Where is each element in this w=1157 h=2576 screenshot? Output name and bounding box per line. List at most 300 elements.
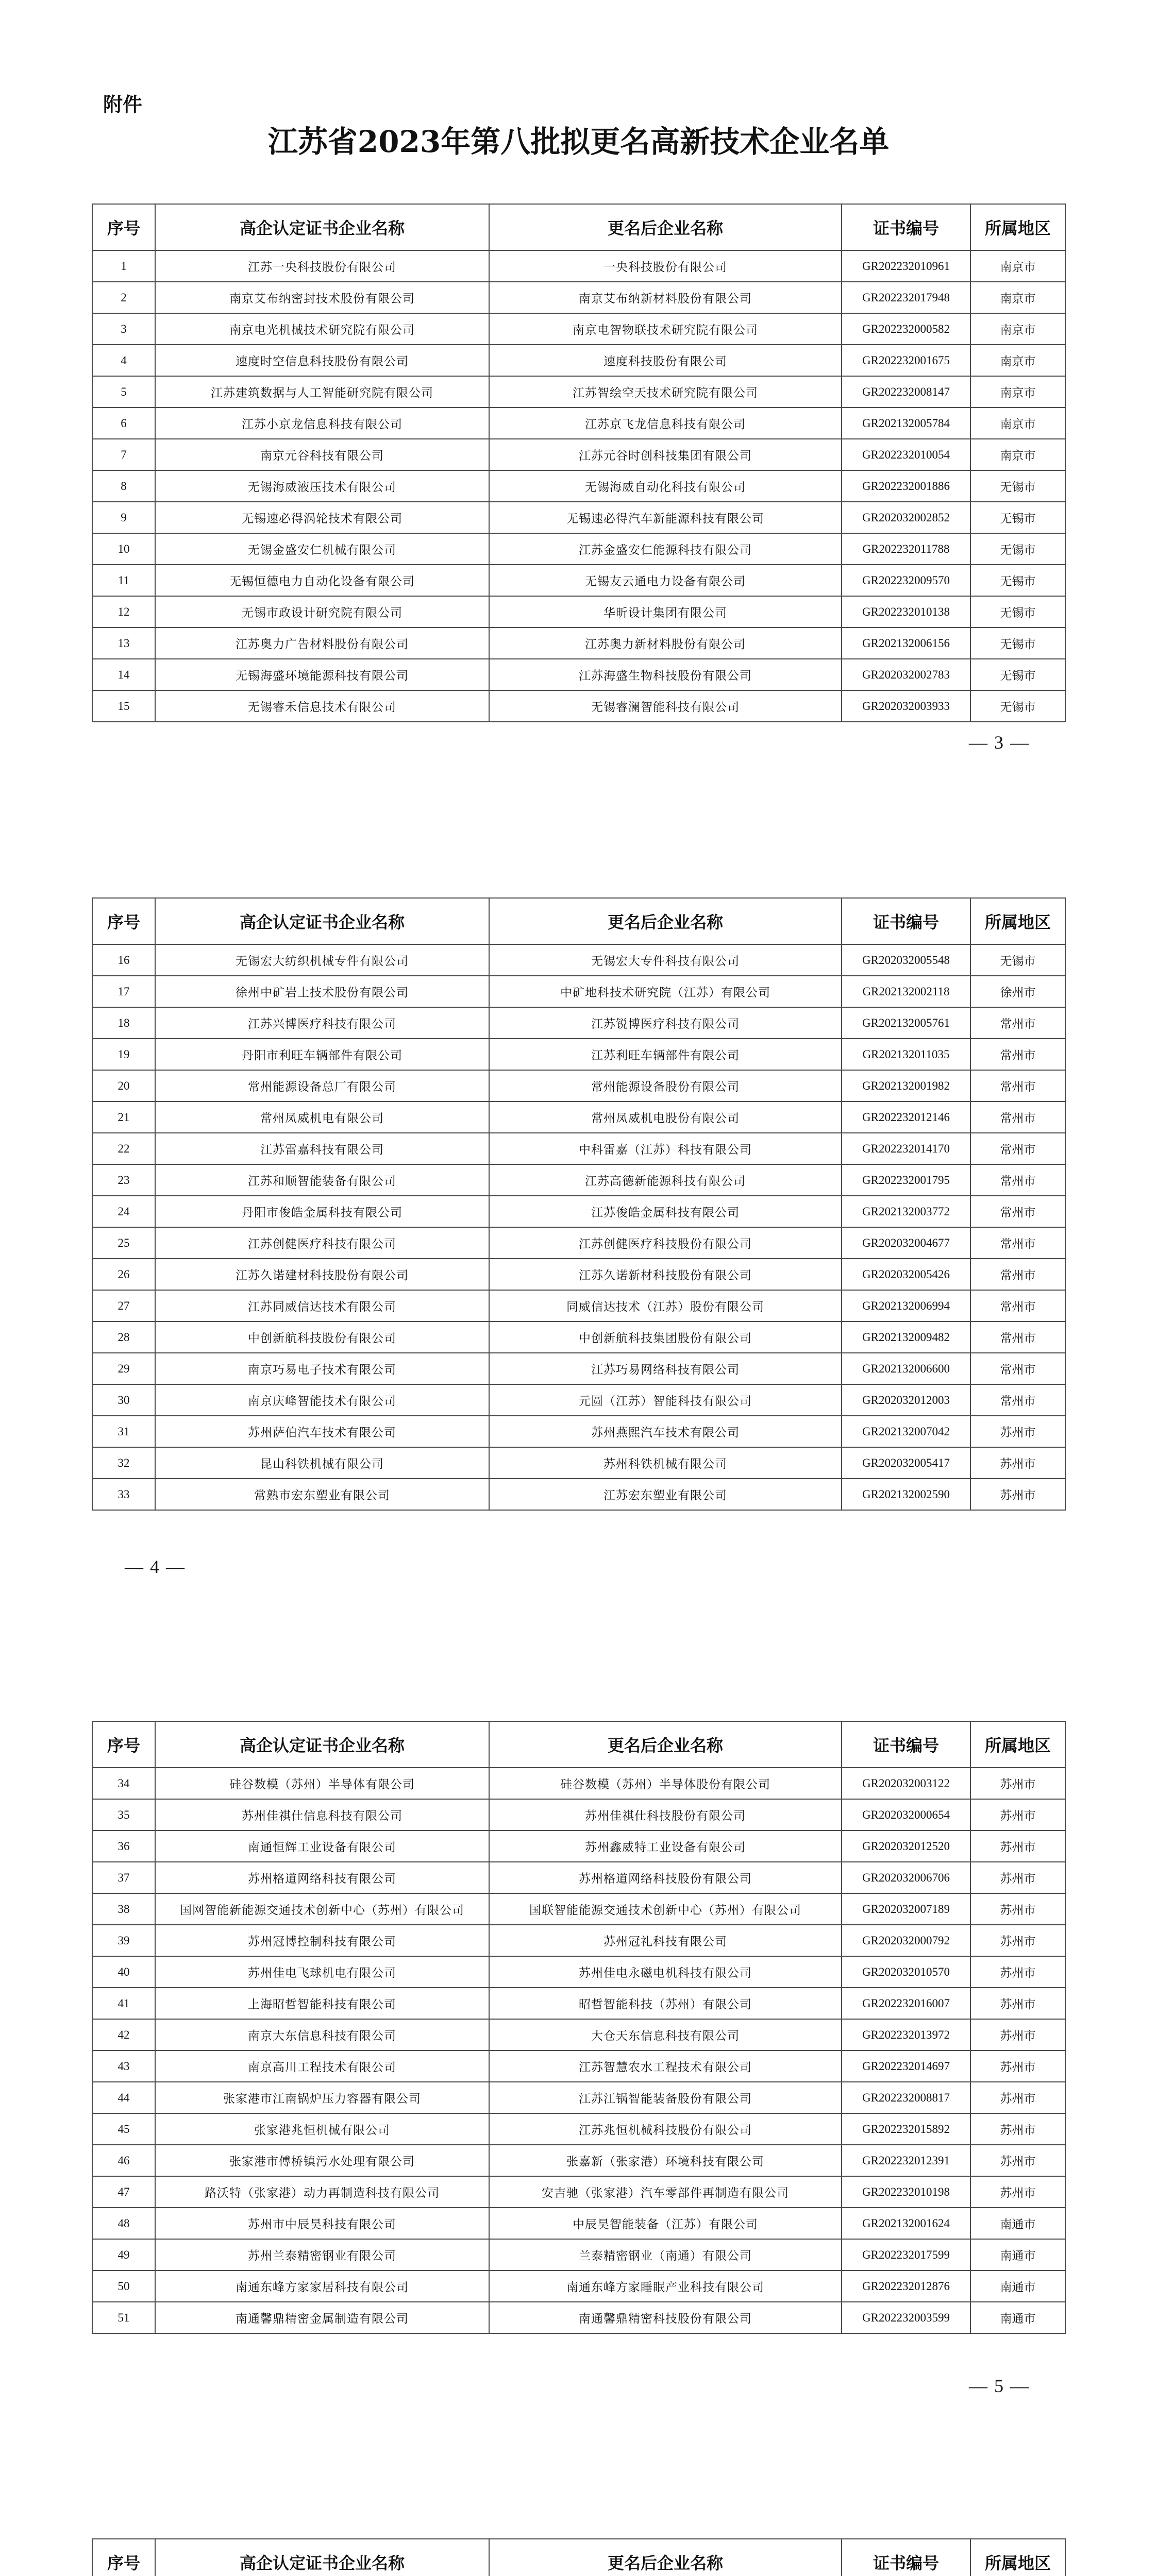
header-row [92, 204, 1065, 250]
row-number: 12 [92, 596, 155, 628]
page-number: — 3 — [969, 732, 1030, 753]
region: 南京市 [970, 250, 1065, 282]
certificate-number: GR202032005417 [842, 1447, 970, 1479]
old-company-name: 国网智能新能源交通技术创新中心（苏州）有限公司 [155, 1893, 489, 1925]
table-row [92, 565, 1065, 596]
old-company-name: 江苏雷嘉科技有限公司 [155, 1133, 489, 1164]
region: 常州市 [970, 1321, 1065, 1353]
certificate-number: GR202232012876 [842, 2270, 970, 2302]
region: 苏州市 [970, 1416, 1065, 1447]
table-row [92, 1988, 1065, 2019]
row-number: 8 [92, 470, 155, 502]
new-company-name: 苏州冠礼科技有限公司 [489, 1925, 842, 1956]
certificate-number: GR202032005548 [842, 944, 970, 976]
region: 苏州市 [970, 1956, 1065, 1988]
table-row [92, 1862, 1065, 1893]
page-number: — 5 — [969, 2376, 1030, 2396]
region: 南京市 [970, 439, 1065, 470]
table-row [92, 1353, 1065, 1384]
row-number: 25 [92, 1227, 155, 1259]
row-number: 30 [92, 1384, 155, 1416]
row-number: 16 [92, 944, 155, 976]
region: 苏州市 [970, 2019, 1065, 2050]
old-company-name: 苏州冠博控制科技有限公司 [155, 1925, 489, 1956]
old-company-name: 南京巧易电子技术有限公司 [155, 1353, 489, 1384]
certificate-number: GR202232010138 [842, 596, 970, 628]
table-row [92, 2050, 1065, 2082]
certificate-number: GR202232010198 [842, 2176, 970, 2208]
certificate-number: GR202032003122 [842, 1768, 970, 1799]
company-table-4 [92, 2538, 1066, 2576]
region: 常州市 [970, 1290, 1065, 1321]
header-no: 序号 [92, 204, 155, 250]
row-number: 49 [92, 2239, 155, 2270]
new-company-name: 江苏元谷时创科技集团有限公司 [489, 439, 842, 470]
table-row [92, 2239, 1065, 2270]
table-row [92, 408, 1065, 439]
new-company-name: 无锡友云通电力设备有限公司 [489, 565, 842, 596]
row-number: 51 [92, 2302, 155, 2333]
old-company-name: 南京大东信息科技有限公司 [155, 2019, 489, 2050]
table-row [92, 1259, 1065, 1290]
old-company-name: 丹阳市利旺车辆部件有限公司 [155, 1039, 489, 1070]
certificate-number: GR202032006706 [842, 1862, 970, 1893]
table-row [92, 628, 1065, 659]
table-row [92, 1101, 1065, 1133]
table-row [92, 2145, 1065, 2176]
region: 无锡市 [970, 659, 1065, 690]
certificate-number: GR202032004677 [842, 1227, 970, 1259]
new-company-name: 常州能源设备股份有限公司 [489, 1070, 842, 1101]
table-row [92, 976, 1065, 1007]
region: 南京市 [970, 313, 1065, 345]
certificate-number: GR202232001795 [842, 1164, 970, 1196]
certificate-number: GR202032000654 [842, 1799, 970, 1831]
certificate-number: GR202132011035 [842, 1039, 970, 1070]
region: 南通市 [970, 2239, 1065, 2270]
header-row [92, 898, 1065, 944]
new-company-name: 苏州燕熙汽车技术有限公司 [489, 1416, 842, 1447]
region: 常州市 [970, 1007, 1065, 1039]
row-number: 21 [92, 1101, 155, 1133]
old-company-name: 无锡海盛环境能源科技有限公司 [155, 659, 489, 690]
old-company-name: 硅谷数模（苏州）半导体有限公司 [155, 1768, 489, 1799]
row-number: 45 [92, 2113, 155, 2145]
old-company-name: 昆山科铁机械有限公司 [155, 1447, 489, 1479]
row-number: 29 [92, 1353, 155, 1384]
old-company-name: 南京庆峰智能技术有限公司 [155, 1384, 489, 1416]
certificate-number: GR202132001624 [842, 2208, 970, 2239]
new-company-name: 江苏俊皓金属科技有限公司 [489, 1196, 842, 1227]
old-company-name: 无锡宏大纺织机械专件有限公司 [155, 944, 489, 976]
new-company-name: 苏州鑫威特工业设备有限公司 [489, 1831, 842, 1862]
header-cert-number: 证书编号 [842, 1721, 970, 1768]
table-row [92, 1070, 1065, 1101]
new-company-name: 无锡海威自动化科技有限公司 [489, 470, 842, 502]
row-number: 5 [92, 376, 155, 408]
row-number: 11 [92, 565, 155, 596]
old-company-name: 无锡速必得涡轮技术有限公司 [155, 502, 489, 533]
table-row [92, 596, 1065, 628]
row-number: 33 [92, 1479, 155, 1510]
certificate-number: GR202232003599 [842, 2302, 970, 2333]
row-number: 10 [92, 533, 155, 565]
row-number: 23 [92, 1164, 155, 1196]
header-old-name: 高企认定证书企业名称 [155, 2539, 489, 2576]
row-number: 39 [92, 1925, 155, 1956]
certificate-number: GR202132007042 [842, 1416, 970, 1447]
table-row [92, 1133, 1065, 1164]
certificate-number: GR202032012520 [842, 1831, 970, 1862]
old-company-name: 丹阳市俊皓金属科技有限公司 [155, 1196, 489, 1227]
table-row [92, 1479, 1065, 1510]
region: 苏州市 [970, 1925, 1065, 1956]
certificate-number: GR202132009482 [842, 1321, 970, 1353]
certificate-number: GR202232012146 [842, 1101, 970, 1133]
table-row [92, 1384, 1065, 1416]
header-no: 序号 [92, 1721, 155, 1768]
certificate-number: GR202032010570 [842, 1956, 970, 1988]
certificate-number: GR202232011788 [842, 533, 970, 565]
table-row [92, 2302, 1065, 2333]
old-company-name: 常熟市宏东塑业有限公司 [155, 1479, 489, 1510]
certificate-number: GR202232009570 [842, 565, 970, 596]
new-company-name: 中矿地科技术研究院（江苏）有限公司 [489, 976, 842, 1007]
row-number: 48 [92, 2208, 155, 2239]
region: 苏州市 [970, 2113, 1065, 2145]
certificate-number: GR202232010961 [842, 250, 970, 282]
new-company-name: 江苏锐博医疗科技有限公司 [489, 1007, 842, 1039]
region: 苏州市 [970, 1479, 1065, 1510]
region: 常州市 [970, 1259, 1065, 1290]
table-row [92, 1164, 1065, 1196]
table-row [92, 2113, 1065, 2145]
certificate-number: GR202032000792 [842, 1925, 970, 1956]
region: 苏州市 [970, 1893, 1065, 1925]
old-company-name: 苏州萨伯汽车技术有限公司 [155, 1416, 489, 1447]
new-company-name: 同威信达技术（江苏）股份有限公司 [489, 1290, 842, 1321]
new-company-name: 江苏久诺新材科技股份有限公司 [489, 1259, 842, 1290]
old-company-name: 张家港市江南锅炉压力容器有限公司 [155, 2082, 489, 2113]
header-new-name: 更名后企业名称 [489, 898, 842, 944]
region: 常州市 [970, 1039, 1065, 1070]
company-table-2 [92, 897, 1066, 1511]
header-row [92, 2539, 1065, 2576]
header-row [92, 1721, 1065, 1768]
region: 无锡市 [970, 596, 1065, 628]
header-old-name: 高企认定证书企业名称 [155, 204, 489, 250]
region: 徐州市 [970, 976, 1065, 1007]
company-table-1 [92, 204, 1066, 722]
header-new-name: 更名后企业名称 [489, 204, 842, 250]
table-row [92, 1321, 1065, 1353]
certificate-number: GR202232001675 [842, 345, 970, 376]
region: 南通市 [970, 2208, 1065, 2239]
row-number: 17 [92, 976, 155, 1007]
header-new-name: 更名后企业名称 [489, 1721, 842, 1768]
old-company-name: 苏州市中辰昊科技有限公司 [155, 2208, 489, 2239]
region: 无锡市 [970, 565, 1065, 596]
table-row [92, 1799, 1065, 1831]
new-company-name: 江苏宏东塑业有限公司 [489, 1479, 842, 1510]
old-company-name: 无锡恒德电力自动化设备有限公司 [155, 565, 489, 596]
row-number: 36 [92, 1831, 155, 1862]
region: 常州市 [970, 1227, 1065, 1259]
region: 苏州市 [970, 1447, 1065, 1479]
certificate-number: GR202232017599 [842, 2239, 970, 2270]
row-number: 35 [92, 1799, 155, 1831]
new-company-name: 江苏高德新能源科技有限公司 [489, 1164, 842, 1196]
certificate-number: GR202232010054 [842, 439, 970, 470]
old-company-name: 江苏奥力广告材料股份有限公司 [155, 628, 489, 659]
table-row [92, 690, 1065, 722]
header-no: 序号 [92, 2539, 155, 2576]
table-row [92, 313, 1065, 345]
new-company-name: 兰泰精密钢业（南通）有限公司 [489, 2239, 842, 2270]
new-company-name: 苏州佳祺仕科技股份有限公司 [489, 1799, 842, 1831]
old-company-name: 南通恒辉工业设备有限公司 [155, 1831, 489, 1862]
table-row [92, 1831, 1065, 1862]
certificate-number: GR202132006600 [842, 1353, 970, 1384]
certificate-number: GR202232008817 [842, 2082, 970, 2113]
page-number: — 4 — [125, 1556, 186, 1577]
row-number: 32 [92, 1447, 155, 1479]
old-company-name: 江苏兴博医疗科技有限公司 [155, 1007, 489, 1039]
region: 南通市 [970, 2270, 1065, 2302]
table-row [92, 2208, 1065, 2239]
row-number: 44 [92, 2082, 155, 2113]
certificate-number: GR202032007189 [842, 1893, 970, 1925]
table-row [92, 2270, 1065, 2302]
region: 南京市 [970, 408, 1065, 439]
row-number: 26 [92, 1259, 155, 1290]
row-number: 15 [92, 690, 155, 722]
certificate-number: GR202232012391 [842, 2145, 970, 2176]
old-company-name: 江苏久诺建材科技股份有限公司 [155, 1259, 489, 1290]
new-company-name: 江苏创健医疗科技股份有限公司 [489, 1227, 842, 1259]
row-number: 20 [92, 1070, 155, 1101]
row-number: 31 [92, 1416, 155, 1447]
new-company-name: 苏州格道网络科技股份有限公司 [489, 1862, 842, 1893]
new-company-name: 江苏江锅智能装备股份有限公司 [489, 2082, 842, 2113]
row-number: 40 [92, 1956, 155, 1988]
old-company-name: 江苏一央科技股份有限公司 [155, 250, 489, 282]
header-old-name: 高企认定证书企业名称 [155, 1721, 489, 1768]
certificate-number: GR202032005426 [842, 1259, 970, 1290]
row-number: 1 [92, 250, 155, 282]
table-row [92, 376, 1065, 408]
attachment-label: 附件 [103, 93, 143, 116]
region: 苏州市 [970, 1768, 1065, 1799]
old-company-name: 无锡睿禾信息技术有限公司 [155, 690, 489, 722]
old-company-name: 南京元谷科技有限公司 [155, 439, 489, 470]
table-row [92, 282, 1065, 313]
region: 苏州市 [970, 1988, 1065, 2019]
new-company-name: 无锡速必得汽车新能源科技有限公司 [489, 502, 842, 533]
certificate-number: GR202132002590 [842, 1479, 970, 1510]
old-company-name: 速度时空信息科技股份有限公司 [155, 345, 489, 376]
certificate-number: GR202232013972 [842, 2019, 970, 2050]
region: 南京市 [970, 345, 1065, 376]
certificate-number: GR202132003772 [842, 1196, 970, 1227]
certificate-number: GR202032002783 [842, 659, 970, 690]
new-company-name: 苏州科铁机械有限公司 [489, 1447, 842, 1479]
row-number: 37 [92, 1862, 155, 1893]
certificate-number: GR202232014697 [842, 2050, 970, 2082]
row-number: 3 [92, 313, 155, 345]
region: 苏州市 [970, 2082, 1065, 2113]
row-number: 22 [92, 1133, 155, 1164]
region: 无锡市 [970, 533, 1065, 565]
table-row [92, 944, 1065, 976]
new-company-name: 无锡宏大专件科技有限公司 [489, 944, 842, 976]
new-company-name: 中创新航科技集团股份有限公司 [489, 1321, 842, 1353]
new-company-name: 苏州佳电永磁电机科技有限公司 [489, 1956, 842, 1988]
new-company-name: 常州凤威机电股份有限公司 [489, 1101, 842, 1133]
header-cert-number: 证书编号 [842, 204, 970, 250]
certificate-number: GR202232008147 [842, 376, 970, 408]
header-area: 所属地区 [970, 898, 1065, 944]
new-company-name: 南通东峰方家睡眠产业科技有限公司 [489, 2270, 842, 2302]
table-row [92, 250, 1065, 282]
document-title: 江苏省2023年第八批拟更名高新技术企业名单 [267, 124, 890, 159]
header-cert-number: 证书编号 [842, 2539, 970, 2576]
row-number: 4 [92, 345, 155, 376]
region: 苏州市 [970, 1799, 1065, 1831]
old-company-name: 中创新航科技股份有限公司 [155, 1321, 489, 1353]
old-company-name: 南通东峰方家家居科技有限公司 [155, 2270, 489, 2302]
old-company-name: 苏州格道网络科技有限公司 [155, 1862, 489, 1893]
region: 常州市 [970, 1070, 1065, 1101]
new-company-name: 中辰昊智能装备（江苏）有限公司 [489, 2208, 842, 2239]
header-new-name: 更名后企业名称 [489, 2539, 842, 2576]
old-company-name: 路沃特（张家港）动力再制造科技有限公司 [155, 2176, 489, 2208]
row-number: 27 [92, 1290, 155, 1321]
old-company-name: 江苏同威信达技术有限公司 [155, 1290, 489, 1321]
table-row [92, 1227, 1065, 1259]
row-number: 2 [92, 282, 155, 313]
new-company-name: 张嘉新（张家港）环境科技有限公司 [489, 2145, 842, 2176]
table-row [92, 1925, 1065, 1956]
old-company-name: 常州凤威机电有限公司 [155, 1101, 489, 1133]
company-table-3 [92, 1721, 1066, 2334]
old-company-name: 苏州佳电飞球机电有限公司 [155, 1956, 489, 1988]
new-company-name: 南京电智物联技术研究院有限公司 [489, 313, 842, 345]
old-company-name: 江苏创健医疗科技有限公司 [155, 1227, 489, 1259]
old-company-name: 上海昭哲智能科技有限公司 [155, 1988, 489, 2019]
table-row [92, 1007, 1065, 1039]
region: 常州市 [970, 1384, 1065, 1416]
table-row [92, 1893, 1065, 1925]
table-row [92, 1956, 1065, 1988]
region: 无锡市 [970, 502, 1065, 533]
new-company-name: 江苏智绘空天技术研究院有限公司 [489, 376, 842, 408]
region: 苏州市 [970, 2176, 1065, 2208]
new-company-name: 一央科技股份有限公司 [489, 250, 842, 282]
table-row [92, 1768, 1065, 1799]
row-number: 50 [92, 2270, 155, 2302]
table-row [92, 1447, 1065, 1479]
row-number: 43 [92, 2050, 155, 2082]
header-old-name: 高企认定证书企业名称 [155, 898, 489, 944]
table-row [92, 1290, 1065, 1321]
region: 无锡市 [970, 944, 1065, 976]
new-company-name: 大仓天东信息科技有限公司 [489, 2019, 842, 2050]
table-row [92, 2082, 1065, 2113]
new-company-name: 华昕设计集团有限公司 [489, 596, 842, 628]
region: 无锡市 [970, 690, 1065, 722]
certificate-number: GR202232000582 [842, 313, 970, 345]
certificate-number: GR202032003933 [842, 690, 970, 722]
old-company-name: 常州能源设备总厂有限公司 [155, 1070, 489, 1101]
certificate-number: GR202132002118 [842, 976, 970, 1007]
region: 常州市 [970, 1196, 1065, 1227]
new-company-name: 速度科技股份有限公司 [489, 345, 842, 376]
old-company-name: 无锡市政设计研究院有限公司 [155, 596, 489, 628]
old-company-name: 江苏和顺智能装备有限公司 [155, 1164, 489, 1196]
certificate-number: GR202232017948 [842, 282, 970, 313]
table-row [92, 1039, 1065, 1070]
table-row [92, 1196, 1065, 1227]
row-number: 38 [92, 1893, 155, 1925]
old-company-name: 苏州佳祺仕信息科技有限公司 [155, 1799, 489, 1831]
region: 苏州市 [970, 1831, 1065, 1862]
new-company-name: 江苏京飞龙信息科技有限公司 [489, 408, 842, 439]
region: 苏州市 [970, 1862, 1065, 1893]
old-company-name: 张家港市傅桥镇污水处理有限公司 [155, 2145, 489, 2176]
new-company-name: 无锡睿澜智能科技有限公司 [489, 690, 842, 722]
header-no: 序号 [92, 898, 155, 944]
new-company-name: 江苏巧易网络科技有限公司 [489, 1353, 842, 1384]
old-company-name: 张家港兆恒机械有限公司 [155, 2113, 489, 2145]
row-number: 18 [92, 1007, 155, 1039]
certificate-number: GR202232015892 [842, 2113, 970, 2145]
new-company-name: 国联智能能源交通技术创新中心（苏州）有限公司 [489, 1893, 842, 1925]
region: 常州市 [970, 1164, 1065, 1196]
old-company-name: 徐州中矿岩土技术股份有限公司 [155, 976, 489, 1007]
certificate-number: GR202232016007 [842, 1988, 970, 2019]
header-area: 所属地区 [970, 1721, 1065, 1768]
certificate-number: GR202232001886 [842, 470, 970, 502]
old-company-name: 无锡海威液压技术有限公司 [155, 470, 489, 502]
region: 南京市 [970, 376, 1065, 408]
row-number: 7 [92, 439, 155, 470]
old-company-name: 苏州兰泰精密钢业有限公司 [155, 2239, 489, 2270]
table-row [92, 2019, 1065, 2050]
row-number: 9 [92, 502, 155, 533]
row-number: 6 [92, 408, 155, 439]
new-company-name: 安吉驰（张家港）汽车零部件再制造有限公司 [489, 2176, 842, 2208]
old-company-name: 无锡金盛安仁机械有限公司 [155, 533, 489, 565]
new-company-name: 南京艾布纳新材料股份有限公司 [489, 282, 842, 313]
certificate-number: GR202032012003 [842, 1384, 970, 1416]
row-number: 41 [92, 1988, 155, 2019]
region: 常州市 [970, 1353, 1065, 1384]
row-number: 42 [92, 2019, 155, 2050]
old-company-name: 南通馨鼎精密金属制造有限公司 [155, 2302, 489, 2333]
certificate-number: GR202132005761 [842, 1007, 970, 1039]
table-row [92, 439, 1065, 470]
table-row [92, 659, 1065, 690]
region: 常州市 [970, 1101, 1065, 1133]
table-row [92, 2176, 1065, 2208]
certificate-number: GR202132006994 [842, 1290, 970, 1321]
new-company-name: 江苏智慧农水工程技术有限公司 [489, 2050, 842, 2082]
row-number: 19 [92, 1039, 155, 1070]
table-row [92, 533, 1065, 565]
new-company-name: 江苏奥力新材料股份有限公司 [489, 628, 842, 659]
row-number: 28 [92, 1321, 155, 1353]
